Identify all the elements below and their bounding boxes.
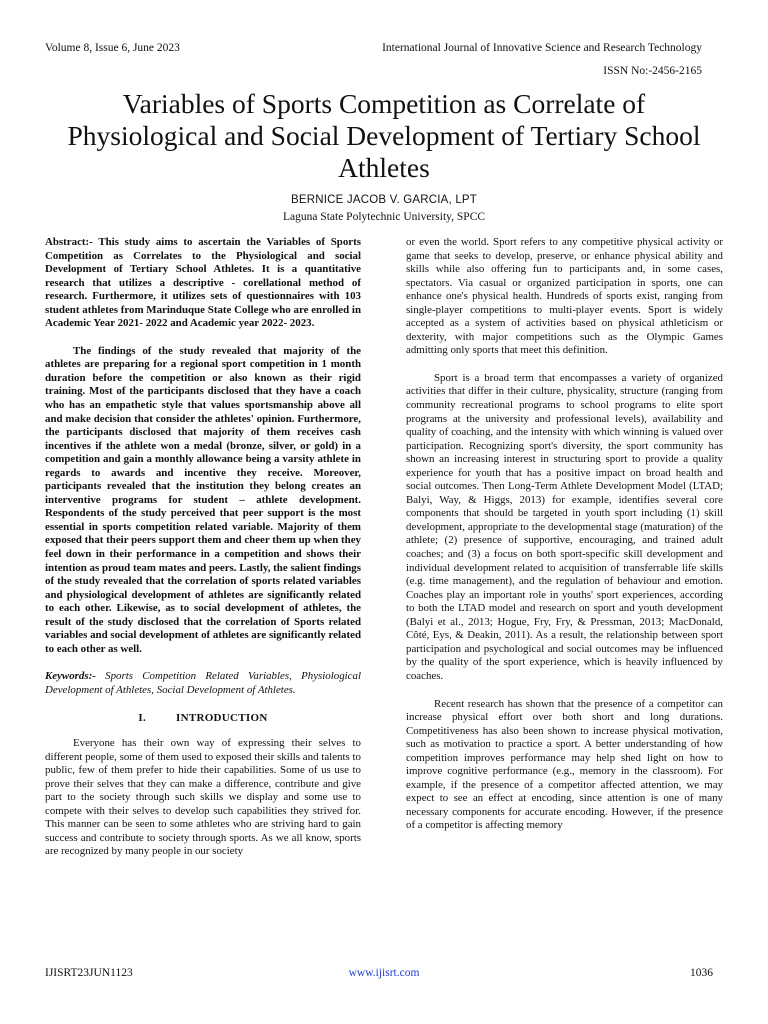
footer-paper-code: IJISRT23JUN1123 [45,967,133,979]
abstract-paragraph-2: The findings of the study revealed that majority of the athletes are preparing for a regional sport competition in 1 month duration before the competition or also known as their rigid training. Most of the participants disclosed that they have a coach who has an empathetic style that values sportsmanship above all and make decision that consider the athletes' opinion. Furthermore, the participants disclosed that majority of them receives cash incentives if the athlete won a medal (bronze, silver, or gold) in a competition and gain a monthly allowance being a varsity athlete in regards to awards and incentive they receive. Moreover, participants revealed that the institution they belong creates an interventive programs for student – athlete development. Respondents of the study perceived that peer support is the most essential in sports competition related variable. Majority of them exposed that their peers support them and cheer them up when they feel down in their performance in a competition and shows their intention as proud team mates and peers. Lastly, the salient findings of the study revealed that the correlation of sports related variables and physiological development of athletes are significantly related to each other. Likewise, as to social development of athletes, the result of the study disclosed that the correlation of Sports related variables and social development of athletes are significantly related to each other as well. [45,344,362,655]
body-paragraph-1: or even the world. Sport refers to any competitive physical activity or game that seeks to develop, preserve, or enhance physical ability and skills while also offering fun to participants and, in some cases, spectators. Via casual or organized participation in sports, one can enhance one's physical health. Hundreds of sports exist, ranging from single-player competitions to multi-player events. Sport is widely accepted as a system of activities based on physical athleticism or dexterity, with major competitions such as the Olympic Games admitting only sports that meet this definition. [406,236,723,357]
abstract-text-1: This study aims to ascertain the Variables of Sports Competition as Correlates to the Physiological and social Development of Tertiary School Athletes. It is a quantitative research that utilizes a descriptive - corellational method of research. Furthermore, it utilizes sets of questionnaires with 103 student athletes from Marinduque State College who are enrolled in Academic Year 2021- 2022 and Academic year 2022- 2023. [45,236,361,330]
journal-volume: Volume 8, Issue 6, June 2023 [45,42,180,54]
section-title: INTRODUCTION [176,711,268,724]
left-column [45,236,361,859]
paper-title: Variables of Sports Competition as Correlate of Physiological and Social Development of Tertiary School Athletes [67,88,701,183]
footer-page-number: 1036 [690,967,713,979]
issn: ISSN No:-2456-2165 [603,65,702,77]
keywords-label: Keywords:- [45,670,96,683]
footer-website-link[interactable]: www.ijisrt.com [348,967,420,979]
keywords [45,670,361,697]
body-paragraph-2: Sport is a broad term that encompasses a variety of organized activities that differ in their culture, physicality, structure (ranging from community recreational programs to school programs to elite sport programs at the university and professional levels), availability and quality of coaching, and the intensity with which winning is valued over participation. Recognizing sport's diversity, the sport community has shown an increasing interest in structuring sport to provide a quality experience for youth that has a positive impact on broad health and social outcomes. Then Long-Term Athlete Development Model (LTAD; Balyi, Way, & Higgs, 2013) for example, identifies several core components that should be targeted in youth sport including (1) skill development, appropriate to the developmental stage (maturation) of the athlete; (2) presence of supportive, encouraging, and trained adult coaches; and (3) a focus on both sport-specific skill development and individual development related to acquisition of transferrable life skills (e.g. time management), and the regulation of behaviour and emotion. Coaches play an important role in youths' sport experiences, according to both the LTAD model and research on sport and youth development (Balyi et al., 2013; Hogue, Fry, Fry, & Pressman, 2013; MacDonald, Côté, Eys, & Deakin, 2011). As a result, the relationship between sport participation and psychological and social outcomes may be influenced by the quality of the sport experience, which is heavily influenced by coaches. [406,371,723,682]
author-affiliation: Laguna State Polytechnic University, SPCC [282,211,486,223]
body-paragraph-3: Recent research has shown that the presence of a competitor can increase physical effort over both short and long durations. Competitiveness has also been shown to increase physical motivation, such as motivation to practice a sport. A better understanding of how competition improves performance may help shed light on how to improve cognitive performance (e.g., memory in the classroom). For example, if the presence of a competitor affected attention, we may expect to see an effect at encoding, since attention is one of many necessary components for accurate encoding. However, if the presence of a competitor is affecting memory [406,697,723,832]
section-heading-introduction [45,712,361,726]
right-column [406,236,723,833]
abstract-paragraph-1 [45,236,361,331]
introduction-paragraph: Everyone has their own way of expressing their selves to different people, some of them used to exposed their skills and talents to public, few of them prefer to hide their capabilities. Some of us use to prove their selves that they can make a difference, contribute and give part to the society through such skills we display and some use to compete with their selves to develop such capabilities they strived for. This manner can be seen to some athletes who are striving hard to gain success and contribute to society through sports. As we all know, sports are recognized by many people in our society [45,737,361,858]
keywords-text: Sports Competition Related Variables, Physiological Development of Athletes, Social Development of Athletes. [45,670,361,696]
author-name: BERNICE JACOB V. GARCIA, LPT [290,194,478,206]
section-number: I. [138,711,146,724]
abstract-label: Abstract:- [45,236,93,248]
journal-name: International Journal of Innovative Science and Research Technology [382,42,702,54]
